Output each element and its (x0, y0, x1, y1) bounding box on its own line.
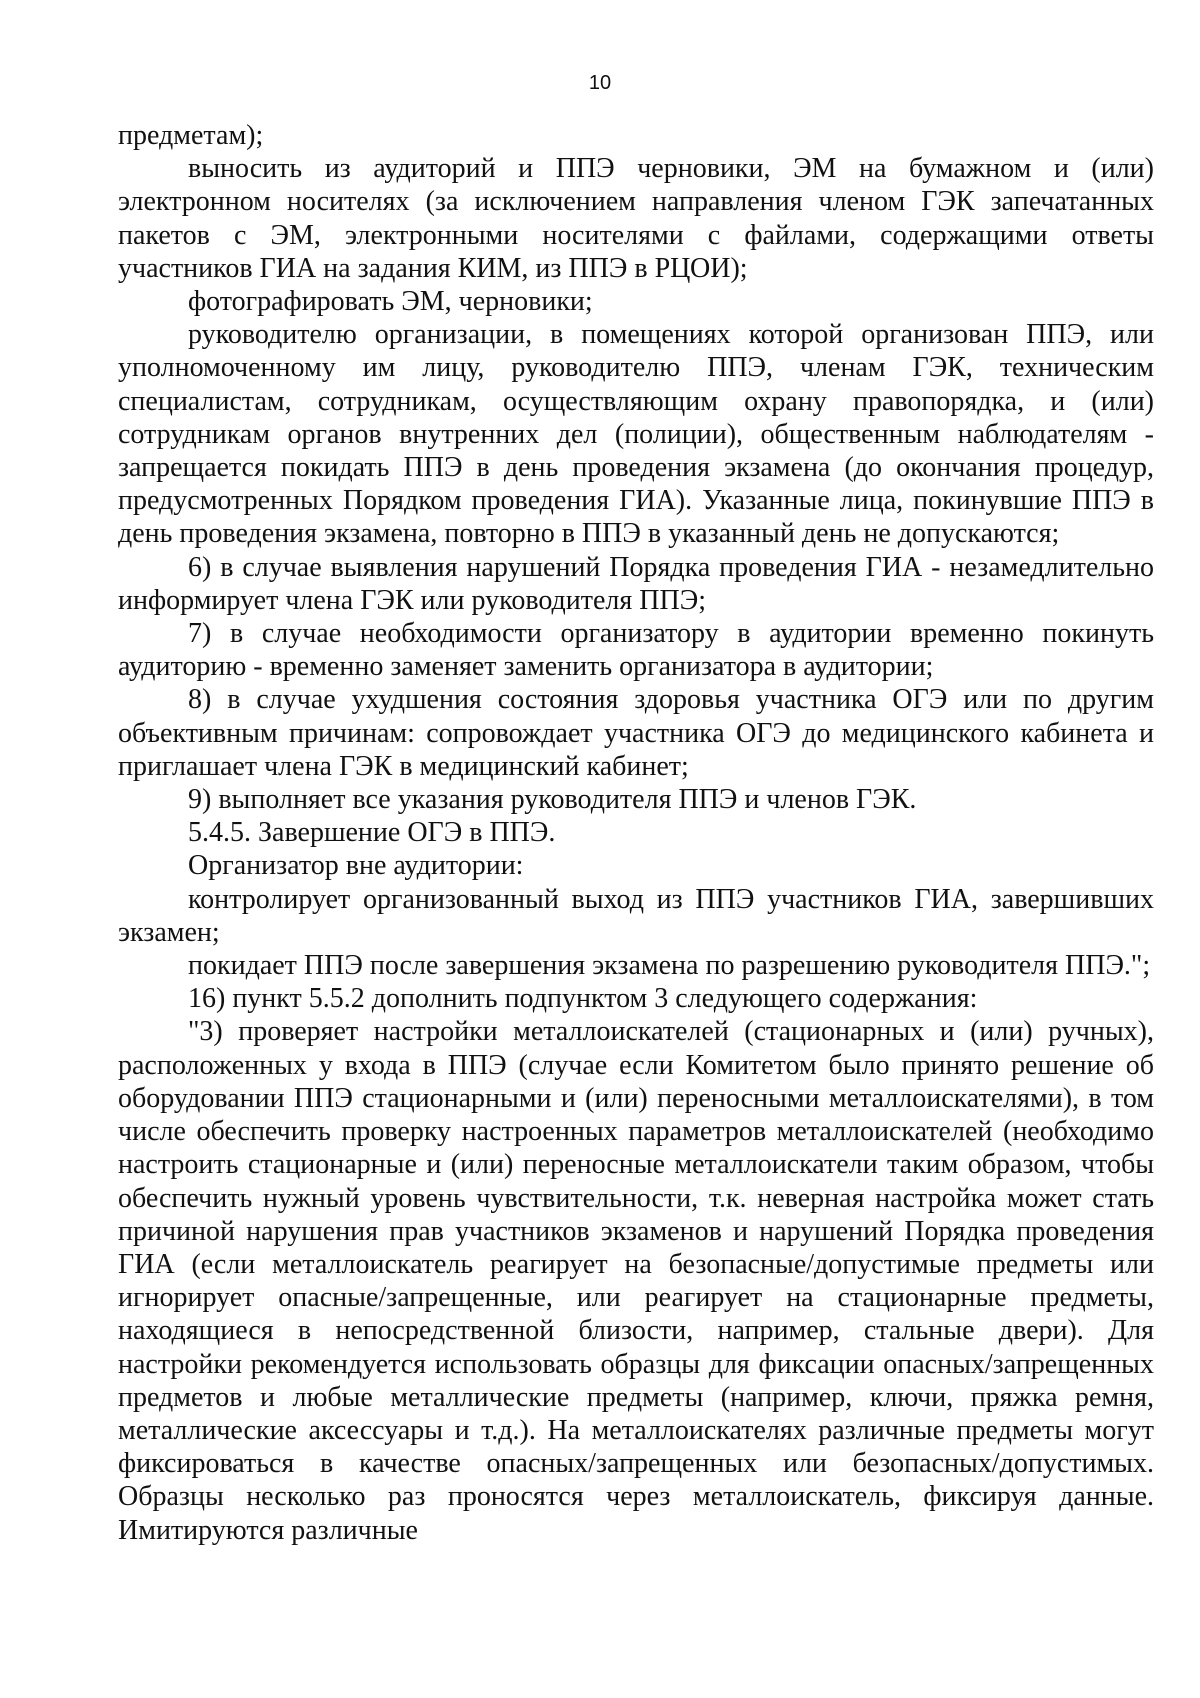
section-heading: 5.4.5. Завершение ОГЭ в ППЭ. (188, 817, 556, 849)
paragraph: предметам); (118, 120, 264, 151)
page-number: 10 (588, 72, 612, 94)
paragraph: Организатор вне аудитории: (188, 850, 524, 882)
paragraph: 16) пункт 5.5.2 дополнить подпунктом 3 следующего содержания: (188, 983, 978, 1015)
paragraph: 9) выполняет все указания руководителя ППЭ и членов ГЭК. (188, 784, 917, 816)
paragraph: выносить из аудиторий и ППЭ черновики, ЭМ на бумажном и (или) электронном носителях (за исключением направления членом ГЭК запечатанных пакетов с ЭМ, электронными носителями с файлами, содержащими ответы участников ГИА на задания КИМ, из ППЭ в РЦОИ); (118, 153, 1154, 284)
paragraph: 7) в случае необходимости организатору в аудитории временно покинуть аудиторию - временно заменяет заменить организатора в аудитории; (118, 618, 1154, 683)
paragraph: контролирует организованный выход из ППЭ участников ГИА, завершивших экзамен; (118, 883, 1154, 948)
paragraph: руководителю организации, в помещениях которой организован ППЭ, или уполномоченному им лицу, руководителю ППЭ, членам ГЭК, техническим специалистам, сотрудникам, осуществляющим охрану правопорядка, и (или) сотрудникам органов внутренних дел (полиции), общественным наблюдателям - запрещается покидать ППЭ в день проведения экзамена (до окончания процедур, предусмотренных Порядком проведения ГИА). Указанные лица, покинувшие ППЭ в день проведения экзамена, повторно в ППЭ в указанный день не допускаются; (118, 319, 1154, 550)
paragraph: "3) проверяет настройки металлоискателей (стационарных и (или) ручных), расположенных у входа в ППЭ (случае если Комитетом было принято решение об оборудовании ППЭ стационарными и (или) переносными металлоискателями), в том числе обеспечить проверку настроенных параметров металлоискателей (необходимо настроить стационарные и (или) переносные металлоискатели таким образом, чтобы обеспечить нужный уровень чувствительности, т.к. неверная настройка может стать причиной нарушения прав участников экзаменов и нарушений Порядка проведения ГИА (если металлоискатель реагирует на безопасные/допустимые предметы или игнорирует опасные/запрещенные, или реагирует на стационарные предметы, находящиеся в непосредственной близости, например, стальные двери). Для настройки рекомендуется использовать образцы для фиксации опасных/запрещенных предметов и любые металлические предметы (например, ключи, пряжка ремня, металлические аксессуары и т.д.). На металлоискателях различные предметы могут фиксироваться в качестве опасных/запрещенных или безопасных/допустимых. Образцы несколько раз проносятся через металлоискатель, фиксируя данные. Имитируются различные (118, 1016, 1154, 1546)
paragraph: фотографировать ЭМ, черновики; (188, 286, 593, 318)
paragraph: 6) в случае выявления нарушений Порядка проведения ГИА - незамедлительно информирует члена ГЭК или руководителя ППЭ; (118, 551, 1154, 616)
document-body (118, 119, 1154, 1547)
paragraph: 8) в случае ухудшения состояния здоровья участника ОГЭ или по другим объективным причинам: сопровождает участника ОГЭ до медицинского кабинета и приглашает члена ГЭК в медицинский кабинет; (118, 684, 1154, 782)
paragraph: покидает ППЭ после завершения экзамена по разрешению руководителя ППЭ."; (188, 950, 1151, 982)
